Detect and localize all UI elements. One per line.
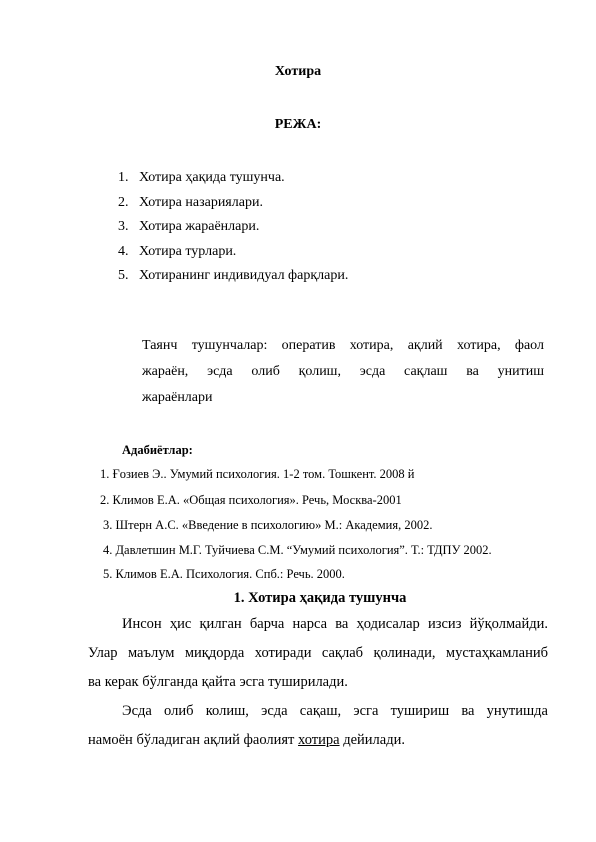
plan-item xyxy=(118,268,348,293)
plan-item-text: Хотиранинг индивидуал фарқлари. xyxy=(139,268,349,283)
document-title: Хотира xyxy=(274,64,322,79)
paragraph-line xyxy=(88,726,548,755)
plan-item-text: Хотира ҳақида тушунча. xyxy=(139,170,285,185)
defined-term: хотира xyxy=(298,732,340,748)
plan-item-number: 1. xyxy=(118,170,129,185)
plan-item xyxy=(118,244,348,269)
key-concepts-line: жараён, эсда олиб қолиш, эсда сақлаш ва унитиш xyxy=(142,364,544,379)
body-paragraph xyxy=(88,697,548,755)
plan-item xyxy=(118,219,348,244)
paragraph-text: намоён бўладиган ақлий фаолият xyxy=(88,732,299,748)
plan-item-text: Хотира назариялари. xyxy=(139,194,263,210)
plan-item-number: 5. xyxy=(118,268,129,283)
paragraph-line: Эсда олиб колиш, эсда сақаш, эсга тушириш ва унутишда xyxy=(122,703,548,719)
plan-heading: РЕЖА: xyxy=(274,117,322,132)
references-heading: Адабиётлар: xyxy=(122,443,193,457)
reference-item: 4. Давлетшин М.Г. Туйчиева С.М. “Умумий психология”. Т.: ТДПУ 2002. xyxy=(103,543,492,557)
reference-item: 1. Ғозиев Э.. Умумий психология. 1-2 том. Тошкент. 2008 й xyxy=(100,467,415,481)
plan-item-number: 4. xyxy=(118,243,129,259)
plan-item-text: Хотира жараёнлари. xyxy=(139,219,260,234)
plan-item-number: 3. xyxy=(118,219,129,234)
key-concepts-line: жараёнлари xyxy=(142,390,213,405)
reference-item: 5. Климов Е.А. Психология. Спб.: Речь. 2000. xyxy=(103,567,345,581)
plan-item xyxy=(118,170,348,195)
plan-item-text: Хотира турлари. xyxy=(139,243,237,259)
paragraph-line: ва керак бўлганда қайта эсга туширилади. xyxy=(88,674,348,690)
reference-item: 2. Климов Е.А. «Общая психология». Речь, Москва-2001 xyxy=(100,493,402,507)
paragraph-line: Инсон ҳис қилган барча нарса ва ҳодисалар изсиз йўқолмайди. xyxy=(122,616,548,632)
key-concepts-line: Таянч тушунчалар: оператив хотира, ақлий хотира, фаол xyxy=(142,338,544,353)
body-paragraph xyxy=(88,610,548,697)
key-concepts-paragraph xyxy=(142,333,544,411)
plan-list xyxy=(118,170,348,293)
plan-item-number: 2. xyxy=(118,194,129,210)
reference-item: 3. Штерн А.С. «Введение в психологию» М.: Академия, 2002. xyxy=(103,518,433,532)
section-heading: 1. Хотира ҳақида тушунча xyxy=(233,590,407,606)
paragraph-line: Улар маълум миқдорда хотиради сақлаб қолинади, мустаҳкамланиб xyxy=(88,645,548,661)
paragraph-text: дейилади. xyxy=(339,732,405,748)
plan-item xyxy=(118,195,348,220)
